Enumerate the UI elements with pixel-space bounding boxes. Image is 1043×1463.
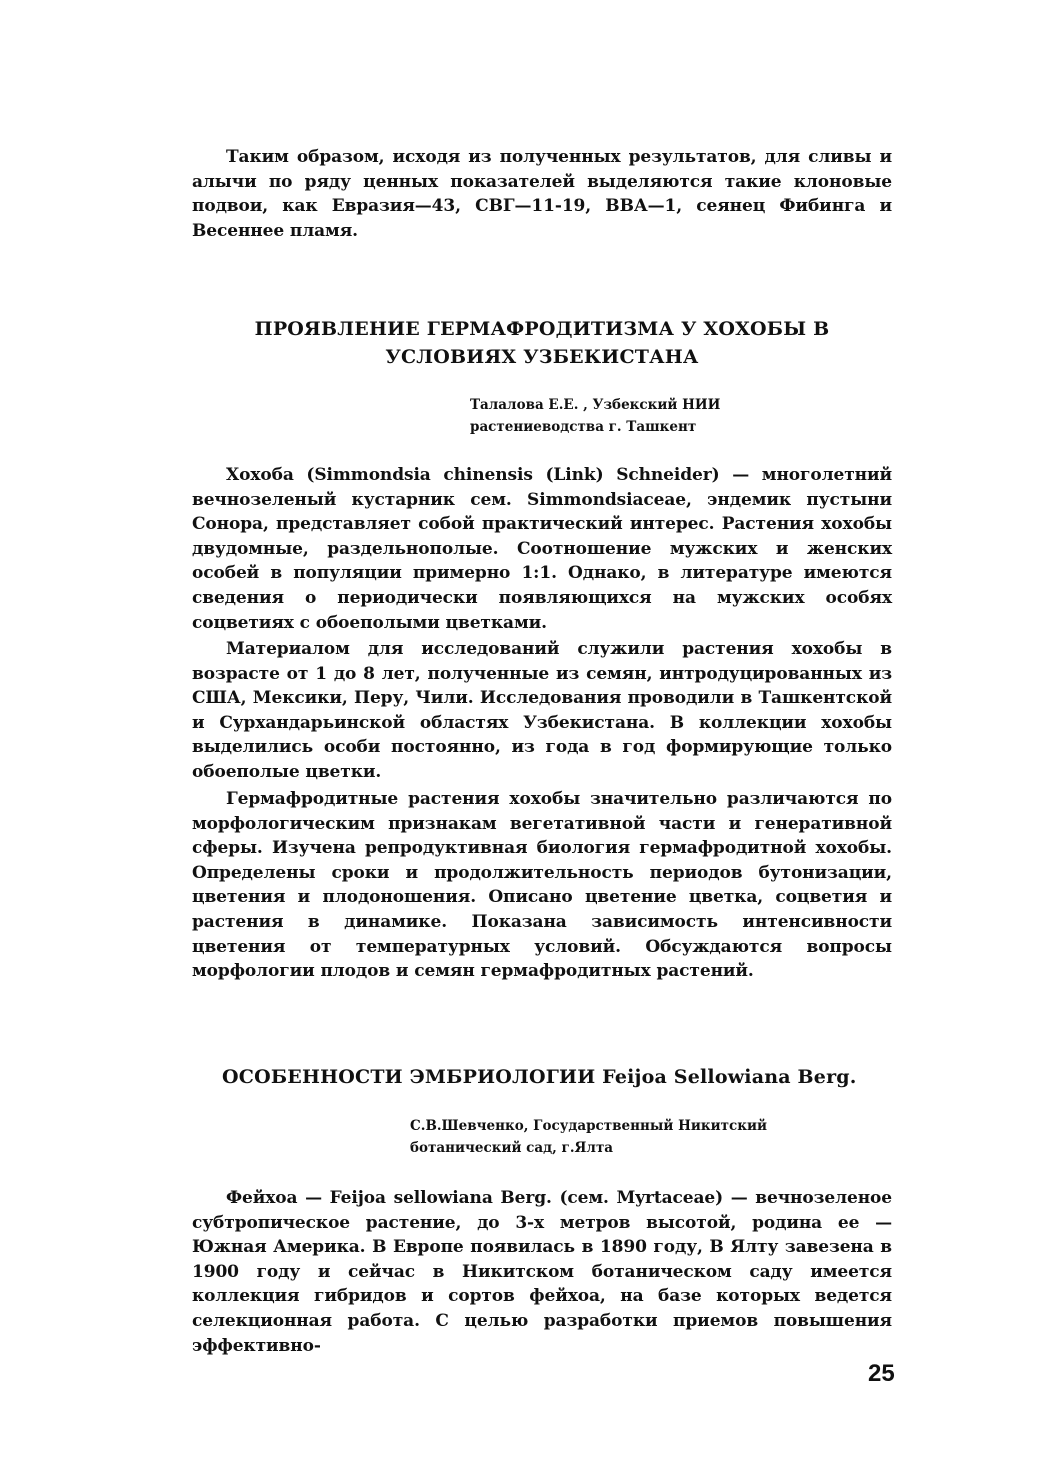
article1-paragraph-1: Хохоба (Simmondsia chinensis (Link) Schneider) — многолетний вечнозеленый кустарник сем. Simmondsiaceae, эндемик пустыни Сонора, представляет собой практический интерес. Растения хохобы двудомные, раздельнополые. Соотношение мужских и женских особей в популяции примерно 1:1. Однако, в литературе имеются сведения о периодически появляющихся на мужских особях соцветиях с обоеполыми цветками. xyxy=(192,465,892,633)
page-number: 25 xyxy=(868,1360,895,1387)
article1-author xyxy=(470,394,720,438)
article2-author-line1: С.В.Шевченко, Государственный Никитский xyxy=(410,1118,767,1134)
article1-author-line2: растениеводства г. Ташкент xyxy=(470,419,697,435)
article1-author-line1: Талалова Е.Е. , Узбекский НИИ xyxy=(470,397,721,413)
article1-title-line1: ПРОЯВЛЕНИЕ ГЕРМАФРОДИТИЗМА У ХОХОБЫ В xyxy=(254,318,830,340)
article2-author-line2: ботанический сад, г.Ялта xyxy=(410,1140,614,1156)
article1-paragraph-2: Материалом для исследований служили растения хохобы в возрасте от 1 до 8 лет, полученные из семян, интродуцированных из США, Мексики, Перу, Чили. Исследования проводили в Ташкентской и Сурхандарьинской областях Узбекистана. В коллекции хохобы выделились особи постоянно, из года в год формирующие только обоеполые цветки. xyxy=(192,639,892,782)
article2-title: ОСОБЕННОСТИ ЭМБРИОЛОГИИ Feijoa Sellowiana Berg. xyxy=(222,1066,857,1088)
article2-author xyxy=(410,1115,767,1159)
article2-paragraph: Фейхоа — Feijoa sellowiana Berg. (сем. Myrtaceae) — вечнозеленое субтропическое растение, до 3-х метров высотой, родина ее — Южная Америка. В Европе появилась в 1890 году, В Ялту завезена в 1900 году и сейчас в Никитском ботаническом саду имеется коллекция гибридов и сортов фейхоа, на базе которых ведется селекционная работа. С целью разработки приемов повышения эффективно- xyxy=(192,1188,892,1356)
intro-paragraph: Таким образом, исходя из полученных результатов, для сливы и алычи по ряду ценных показателей выделяются такие клоновые подвои, как Евразия—43, СВГ—11-19, ВВА—1, сеянец Фибинга и Весеннее пламя. xyxy=(192,147,892,241)
article1-paragraph-3: Гермафродитные растения хохобы значительно различаются по морфологическим признакам вегетативной части и генеративной сферы. Изучена репродуктивная биология гермафродитной хохобы. Определены сроки и продолжительность периодов бутонизации, цветения и плодоношения. Описано цветение цветка, соцветия и растения в динамике. Показана зависимость интенсивности цветения от температурных условий. Обсуждаются вопросы морфологии плодов и семян гермафродитных растений. xyxy=(192,789,892,982)
article1-title xyxy=(192,315,892,371)
article1-title-line2: УСЛОВИЯХ УЗБЕКИСТАНА xyxy=(385,346,699,368)
